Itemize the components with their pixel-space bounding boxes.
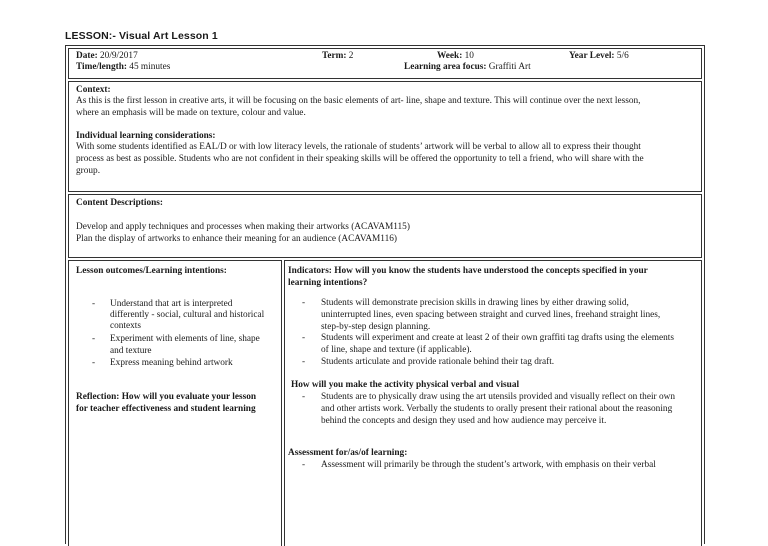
indicators-heading: Indicators: How will you know the students have understood the concepts specified in your [288,266,648,276]
content-description-line: Develop and apply techniques and processes when making their artworks (ACAVAM115) [76,222,410,232]
assessment-heading: Assessment for/as/of learning: [288,448,408,458]
physical-line: Students are to physically draw using the art utensils provided and visually reflect on their own [321,392,675,402]
indicator-dash: - [302,298,306,308]
indicator-line: uninterrupted lines, even spacing between straight and curved lines, freehand straight lines, [321,310,661,320]
reflection-heading: for teacher effectiveness and student learning [76,404,256,414]
indicator-dash: - [302,392,306,402]
indicator-dash: - [302,460,306,470]
individual-text-line: With some students identified as EAL/D or with low literacy levels, the rationale of students’ artwork will be verbal to allow all to express their thought [76,142,641,152]
assessment-line: Assessment will primarily be through the student’s artwork, with emphasis on their verbal [321,460,656,470]
indicators-heading: learning intentions? [288,278,368,288]
indicator-line: Students articulate and provide rationale behind their tag draft. [321,357,555,367]
outcome-dash: - [92,334,96,344]
outcomes-heading: Lesson outcomes/Learning intentions: [76,266,227,276]
content-descriptions-section [68,194,702,258]
outcome-item-line: contexts [110,321,141,331]
content-descriptions-heading: Content Descriptions: [76,198,164,208]
week-field: Week: 10 [437,51,474,61]
outcome-item-line: Understand that art is interpreted [110,299,233,309]
time-length-field: Time/length: 45 minutes [76,62,171,72]
individual-text-line: process as best as possible. Students who are not confident in their speaking skills will be offered the opportunity to tell a friend, who will share with the [76,154,644,164]
physical-line: and other artists work. Verbally the students to orally present their rational about the reasoning [321,404,673,414]
reflection-heading: Reflection: How will you evaluate your lesson [76,392,257,402]
individual-considerations-heading: Individual learning considerations: [76,131,216,141]
indicator-line: of line, shape and texture (if applicable). [321,345,472,355]
indicator-line: step-by-step design planning. [321,322,431,332]
indicator-dash: - [302,357,306,367]
learning-area-field: Learning area focus: Graffiti Art [404,62,531,72]
physical-line: behind the concepts and design they used and how audience may perceive it. [321,416,607,426]
context-heading: Context: [76,85,111,95]
indicators-section [284,260,702,546]
content-description-line: Plan the display of artworks to enhance their meaning for an audience (ACAVAM116) [76,234,398,244]
outcome-item-line: and texture [110,346,152,356]
indicator-line: Students will demonstrate precision skills in drawing lines by either drawing solid, [321,298,629,308]
physical-verbal-visual-heading: How will you make the activity physical verbal and visual [291,380,520,390]
individual-text-line: group. [76,166,101,176]
outcome-item-line: Express meaning behind artwork [110,358,233,368]
context-text-line: where an emphasis will be made on texture, colour and value. [76,108,306,118]
outcome-dash: - [92,299,96,309]
indicator-dash: - [302,333,306,343]
page-title: LESSON:- Visual Art Lesson 1 [65,30,218,42]
year-level-field: Year Level: 5/6 [569,51,629,61]
date-field: Date: 20/9/2017 [76,51,138,61]
term-field: Term: 2 [322,51,354,61]
header-row [68,48,702,79]
outcome-dash: - [92,358,96,368]
outcome-item-line: Experiment with elements of line, shape [110,334,260,344]
outcomes-section [68,260,282,546]
indicator-line: Students will experiment and create at least 2 of their own graffiti tag drafts using the elements [321,333,675,343]
outcome-item-line: differently - social, cultural and historical [110,310,265,320]
context-section [68,81,702,192]
context-text-line: As this is the first lesson in creative arts, it will be focusing on the basic elements of art- line, shape and texture. This will continue over the next lesson, [76,96,641,106]
